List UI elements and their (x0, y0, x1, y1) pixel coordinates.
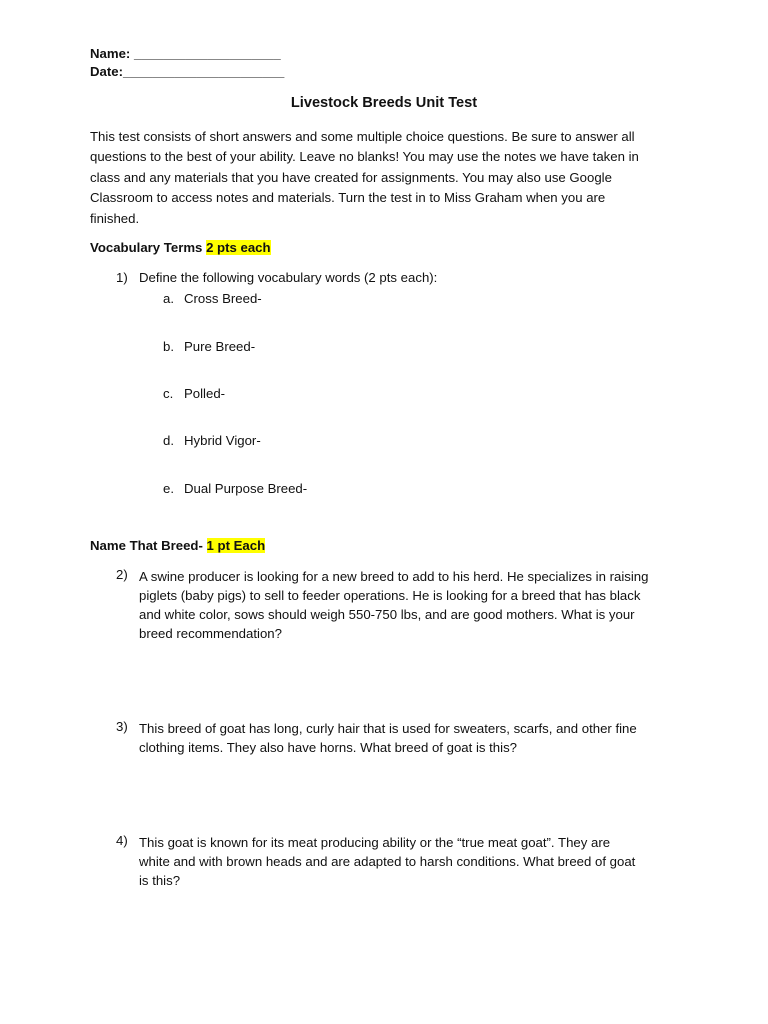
vocab-item-letter: b. (163, 339, 174, 354)
vocab-item-term: Cross Breed- (184, 291, 262, 306)
date-field-label: Date:______________________ (90, 64, 285, 79)
vocab-item-letter: c. (163, 386, 174, 401)
points-highlight: 1 pt Each (206, 538, 266, 553)
vocab-item-term: Pure Breed- (184, 339, 256, 354)
question-number: 4) (116, 833, 128, 848)
vocab-item-term: Hybrid Vigor- (184, 433, 261, 448)
question-line: piglets (baby pigs) to sell to feeder operations. He is looking for a breed that has black (139, 588, 641, 603)
instructions-line: questions to the best of your ability. Leave no blanks! You may use the notes we have taken in (90, 149, 639, 165)
section-heading-text: Name That Breed- (90, 538, 203, 553)
question-text (139, 833, 635, 890)
question-text (139, 719, 637, 757)
question-line: white and with brown heads and are adapted to harsh conditions. What breed of goat (139, 854, 636, 869)
section-heading-text: Vocabulary Terms (90, 240, 203, 255)
section-heading-name-that-breed (90, 538, 265, 553)
question-number: 2) (116, 567, 128, 582)
question-number: 3) (116, 719, 128, 734)
points-highlight: 2 pts each (206, 240, 271, 255)
instructions-line: class and any materials that you have created for assignments. You may also use Google (90, 169, 612, 185)
question-number: 1) (116, 270, 128, 285)
vocab-item-term: Dual Purpose Breed- (184, 481, 308, 496)
instructions-line: This test consists of short answers and some multiple choice questions. Be sure to answer all (90, 129, 635, 144)
question-line: and white color, sows should weigh 550-750 lbs, and are good mothers. What is your (139, 607, 635, 622)
vocab-item-letter: a. (163, 291, 174, 306)
question-line: This breed of goat has long, curly hair that is used for sweaters, scarfs, and other fine (139, 721, 637, 736)
page-title: Livestock Breeds Unit Test (290, 95, 478, 111)
instructions-line: finished. (90, 210, 140, 226)
section-heading-vocabulary (90, 240, 271, 255)
name-field-label: Name: ____________________ (90, 46, 281, 61)
instructions-line: Classroom to access notes and materials. Turn the test in to Miss Graham when you are (90, 190, 606, 206)
vocab-item-letter: d. (163, 433, 174, 448)
vocab-item-letter: e. (163, 481, 174, 496)
question-text (139, 567, 648, 643)
question-line: A swine producer is looking for a new breed to add to his herd. He specializes in raising (139, 569, 649, 584)
question-line: breed recommendation? (139, 626, 282, 641)
instructions-paragraph (90, 127, 680, 229)
question-line: This goat is known for its meat producing ability or the “true meat goat”. They are (139, 835, 611, 850)
question-text: Define the following vocabulary words (2 pts each): (139, 270, 438, 285)
vocab-item-term: Polled- (184, 386, 226, 401)
question-line: is this? (139, 873, 181, 888)
question-line: clothing items. They also have horns. What breed of goat is this? (139, 740, 518, 755)
